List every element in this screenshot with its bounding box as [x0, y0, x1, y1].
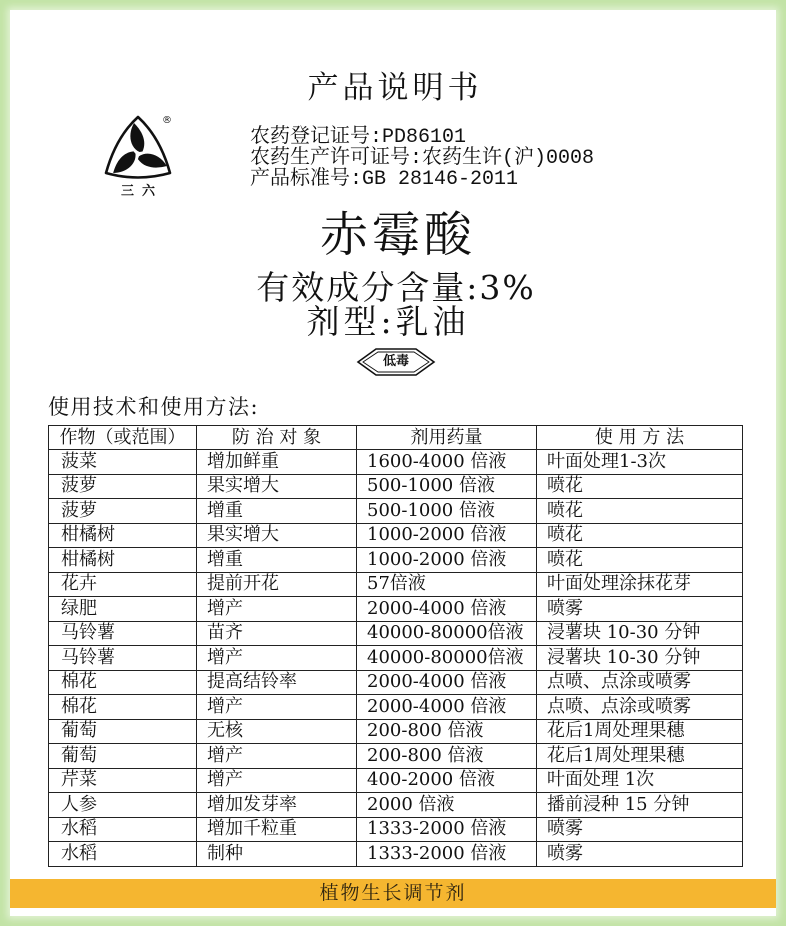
- table-row: [49, 695, 743, 720]
- cell-dosage: 200-800 倍液: [357, 744, 537, 769]
- cell-crop: 水稻: [49, 842, 197, 867]
- cell-crop: 芹菜: [49, 768, 197, 793]
- cell-dosage: 57倍液: [357, 572, 537, 597]
- cell-method: 花后1周处理果穗: [537, 744, 743, 769]
- cell-method: 点喷、点涂或喷雾: [537, 670, 743, 695]
- cell-method: 浸薯块 10-30 分钟: [537, 646, 743, 671]
- column-header-dosage: 剂用药量: [357, 426, 537, 450]
- cell-crop: 葡萄: [49, 719, 197, 744]
- column-header-target: 防 治 对 象: [197, 426, 357, 450]
- cell-target: 苗齐: [197, 621, 357, 646]
- table-row: [49, 817, 743, 842]
- cell-method: 播前浸种 15 分钟: [537, 793, 743, 818]
- registration-info: [250, 127, 730, 190]
- cell-method: 喷花: [537, 474, 743, 499]
- table-row: [49, 646, 743, 671]
- usage-table-body: [49, 450, 743, 867]
- table-row: [49, 499, 743, 524]
- cell-method: 喷花: [537, 523, 743, 548]
- cell-dosage: 40000-80000倍液: [357, 646, 537, 671]
- usage-heading: 使用技术和使用方法:: [48, 395, 260, 419]
- cell-method: 喷花: [537, 499, 743, 524]
- cell-dosage: 1600-4000 倍液: [357, 450, 537, 475]
- cell-method: 喷雾: [537, 817, 743, 842]
- production-license-number: 农药生产许可证号:农药生许(沪)0008: [250, 147, 595, 170]
- cell-target: 增重: [197, 548, 357, 573]
- cell-target: 提前开花: [197, 572, 357, 597]
- cell-crop: 水稻: [49, 817, 197, 842]
- cell-crop: 柑橘树: [49, 548, 197, 573]
- active-content: 有效成分含量:3%: [256, 268, 536, 307]
- table-row: [49, 670, 743, 695]
- cell-dosage: 400-2000 倍液: [357, 768, 537, 793]
- table-row: [49, 768, 743, 793]
- cell-dosage: 2000 倍液: [357, 793, 537, 818]
- table-row: [49, 572, 743, 597]
- product-name: 赤霉酸: [319, 207, 476, 263]
- cell-crop: 菠萝: [49, 499, 197, 524]
- cell-crop: 棉花: [49, 695, 197, 720]
- cell-method: 点喷、点涂或喷雾: [537, 695, 743, 720]
- toxicity-badge-label: 低毒: [382, 354, 409, 369]
- cell-crop: 人参: [49, 793, 197, 818]
- table-row: [49, 548, 743, 573]
- cell-target: 果实增大: [197, 523, 357, 548]
- cell-crop: 柑橘树: [49, 523, 197, 548]
- cell-dosage: 500-1000 倍液: [357, 474, 537, 499]
- cell-method: 叶面处理1-3次: [537, 450, 743, 475]
- cell-dosage: 40000-80000倍液: [357, 621, 537, 646]
- cell-target: 果实增大: [197, 474, 357, 499]
- cell-target: 增产: [197, 597, 357, 622]
- cell-dosage: 2000-4000 倍液: [357, 670, 537, 695]
- logo-brand-name: 三六: [120, 184, 163, 199]
- usage-table: [48, 425, 743, 867]
- cell-crop: 葡萄: [49, 744, 197, 769]
- cell-dosage: 1000-2000 倍液: [357, 548, 537, 573]
- cell-method: 叶面处理 1次: [537, 768, 743, 793]
- cell-dosage: 1000-2000 倍液: [357, 523, 537, 548]
- cell-method: 叶面处理涂抹花芽: [537, 572, 743, 597]
- cell-target: 无核: [197, 719, 357, 744]
- cell-crop: 马铃薯: [49, 621, 197, 646]
- table-row: [49, 474, 743, 499]
- formulation: 剂型:乳油: [306, 302, 470, 341]
- cell-method: 花后1周处理果穗: [537, 719, 743, 744]
- cell-dosage: 2000-4000 倍液: [357, 695, 537, 720]
- cell-method: 浸薯块 10-30 分钟: [537, 621, 743, 646]
- usage-table-header: [49, 426, 743, 450]
- cell-target: 提高结铃率: [197, 670, 357, 695]
- cell-dosage: 500-1000 倍液: [357, 499, 537, 524]
- table-row: [49, 597, 743, 622]
- table-row: [49, 450, 743, 475]
- registered-mark: ®: [162, 115, 172, 126]
- cell-crop: 菠萝: [49, 474, 197, 499]
- cell-crop: 绿肥: [49, 597, 197, 622]
- cell-dosage: 200-800 倍液: [357, 719, 537, 744]
- cell-crop: 花卉: [49, 572, 197, 597]
- cell-target: 增产: [197, 695, 357, 720]
- table-row: [49, 744, 743, 769]
- cell-target: 增加千粒重: [197, 817, 357, 842]
- footer-category-bar: 植物生长调节剂: [10, 879, 776, 908]
- cell-crop: 棉花: [49, 670, 197, 695]
- cell-target: 增加发芽率: [197, 793, 357, 818]
- table-row: [49, 842, 743, 867]
- cell-crop: 马铃薯: [49, 646, 197, 671]
- column-header-crop: 作物（或范围）: [49, 426, 197, 450]
- column-header-method: 使 用 方 法: [537, 426, 743, 450]
- table-row: [49, 621, 743, 646]
- cell-target: 增产: [197, 768, 357, 793]
- cell-target: 增加鲜重: [197, 450, 357, 475]
- table-row: [49, 793, 743, 818]
- cell-target: 增产: [197, 646, 357, 671]
- cell-method: 喷雾: [537, 597, 743, 622]
- cell-target: 增重: [197, 499, 357, 524]
- cell-target: 制种: [197, 842, 357, 867]
- cell-target: 增产: [197, 744, 357, 769]
- page-title: 产品说明书: [307, 70, 483, 106]
- cell-method: 喷花: [537, 548, 743, 573]
- cell-dosage: 1333-2000 倍液: [357, 817, 537, 842]
- cell-dosage: 1333-2000 倍液: [357, 842, 537, 867]
- table-row: [49, 719, 743, 744]
- header-row: [49, 426, 743, 450]
- standard-number: 产品标准号:GB 28146-2011: [250, 168, 519, 191]
- table-row: [49, 523, 743, 548]
- toxicity-badge: [356, 347, 436, 377]
- cell-dosage: 2000-4000 倍液: [357, 597, 537, 622]
- registration-number: 农药登记证号:PD86101: [250, 126, 467, 149]
- cell-method: 喷雾: [537, 842, 743, 867]
- cell-crop: 菠菜: [49, 450, 197, 475]
